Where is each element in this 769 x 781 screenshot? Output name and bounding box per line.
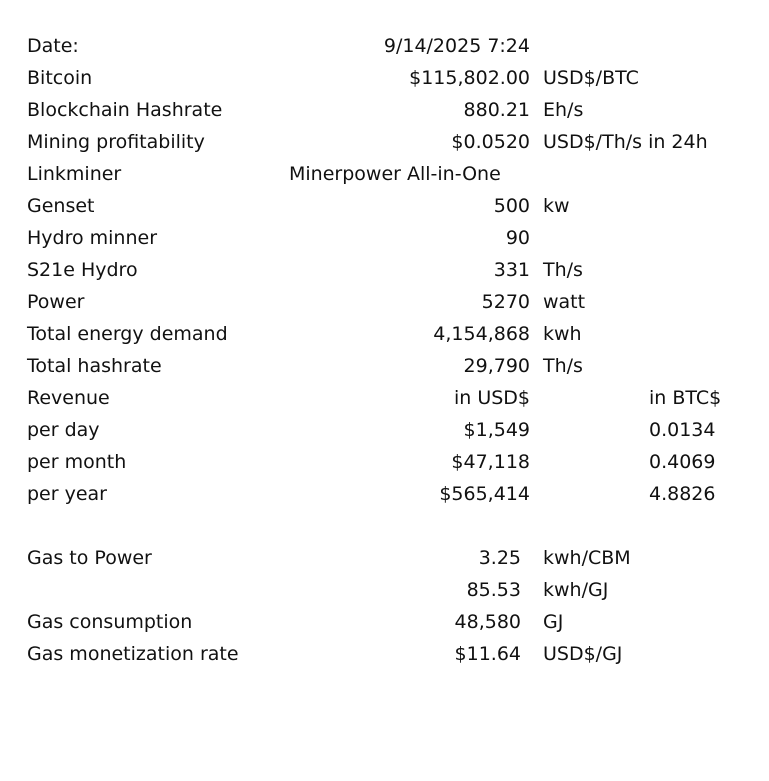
total-energy-unit: kwh xyxy=(543,323,582,345)
revenue-label: Revenue xyxy=(27,387,110,409)
gas-to-power-label: Gas to Power xyxy=(27,547,152,569)
bitcoin-unit: USD$/BTC xyxy=(543,67,639,89)
s21e-hydro-label: S21e Hydro xyxy=(27,259,138,281)
date-value: 9/14/2025 7:24 xyxy=(383,35,530,57)
gas-consumption-value: 48,580 xyxy=(454,611,521,633)
hydro-minner-label: Hydro minner xyxy=(27,227,158,249)
mining-profitability-value: $0.0520 xyxy=(451,131,530,153)
linkminer-label: Linkminer xyxy=(27,163,122,185)
gas-consumption-row xyxy=(0,606,769,638)
calculation-sheet xyxy=(0,30,769,670)
gas-to-power-row xyxy=(0,542,769,574)
genset-value: 500 xyxy=(493,195,530,217)
gas-per-gj-value: 85.53 xyxy=(466,579,521,601)
power-unit: watt xyxy=(543,291,586,313)
revenue-usd-value: $47,118 xyxy=(451,451,530,473)
revenue-usd-value: $1,549 xyxy=(463,419,530,441)
genset-row xyxy=(0,190,769,222)
total-energy-row xyxy=(0,318,769,350)
gas-monetization-value: $11.64 xyxy=(454,643,521,665)
s21e-hydro-row xyxy=(0,254,769,286)
revenue-btc-value: 0.0134 xyxy=(649,419,716,441)
linkminer-row xyxy=(0,158,769,190)
bitcoin-price: $115,802.00 xyxy=(409,67,530,89)
revenue-btc-header: in BTC$ xyxy=(649,387,722,409)
revenue-btc-value: 0.4069 xyxy=(649,451,716,473)
hydro-minner-row xyxy=(0,222,769,254)
date-label: Date: xyxy=(27,35,79,57)
genset-label: Genset xyxy=(27,195,95,217)
revenue-period-label: per day xyxy=(27,419,100,441)
mining-profitability-unit: USD$/Th/s in 24h xyxy=(543,131,708,153)
mining-profitability-row xyxy=(0,126,769,158)
revenue-usd-header: in USD$ xyxy=(453,387,530,409)
power-value: 5270 xyxy=(481,291,530,313)
total-hashrate-label: Total hashrate xyxy=(27,355,162,377)
total-hashrate-value: 29,790 xyxy=(463,355,530,377)
total-hashrate-row xyxy=(0,350,769,382)
blockchain-hashrate-value: 880.21 xyxy=(463,99,530,121)
revenue-period-label: per month xyxy=(27,451,127,473)
gas-consumption-unit: GJ xyxy=(543,611,564,633)
date-row xyxy=(0,30,769,62)
revenue-usd-value: $565,414 xyxy=(439,483,530,505)
gas-monetization-unit: USD$/GJ xyxy=(543,643,623,665)
power-row xyxy=(0,286,769,318)
blockchain-hashrate-row xyxy=(0,94,769,126)
blockchain-hashrate-label: Blockchain Hashrate xyxy=(27,99,223,121)
revenue-row xyxy=(0,414,769,446)
bitcoin-label: Bitcoin xyxy=(27,67,93,89)
linkminer-value: Minerpower All-in-One xyxy=(289,163,501,185)
s21e-hydro-unit: Th/s xyxy=(543,259,583,281)
gas-per-gj-row xyxy=(0,574,769,606)
hydro-minner-value: 90 xyxy=(505,227,530,249)
blank-row xyxy=(0,510,769,542)
gas-to-power-unit: kwh/CBM xyxy=(543,547,631,569)
gas-per-gj-unit: kwh/GJ xyxy=(543,579,609,601)
genset-unit: kw xyxy=(543,195,570,217)
revenue-header-row xyxy=(0,382,769,414)
power-label: Power xyxy=(27,291,85,313)
revenue-btc-value: 4.8826 xyxy=(649,483,716,505)
gas-monetization-row xyxy=(0,638,769,670)
mining-profitability-label: Mining profitability xyxy=(27,131,205,153)
total-energy-value: 4,154,868 xyxy=(433,323,530,345)
revenue-row xyxy=(0,446,769,478)
revenue-period-label: per year xyxy=(27,483,107,505)
blockchain-hashrate-unit: Eh/s xyxy=(543,99,584,121)
s21e-hydro-value: 331 xyxy=(493,259,530,281)
total-hashrate-unit: Th/s xyxy=(543,355,583,377)
bitcoin-row xyxy=(0,62,769,94)
revenue-row xyxy=(0,478,769,510)
gas-to-power-value: 3.25 xyxy=(478,547,521,569)
gas-monetization-label: Gas monetization rate xyxy=(27,643,239,665)
gas-consumption-label: Gas consumption xyxy=(27,611,193,633)
total-energy-label: Total energy demand xyxy=(27,323,228,345)
